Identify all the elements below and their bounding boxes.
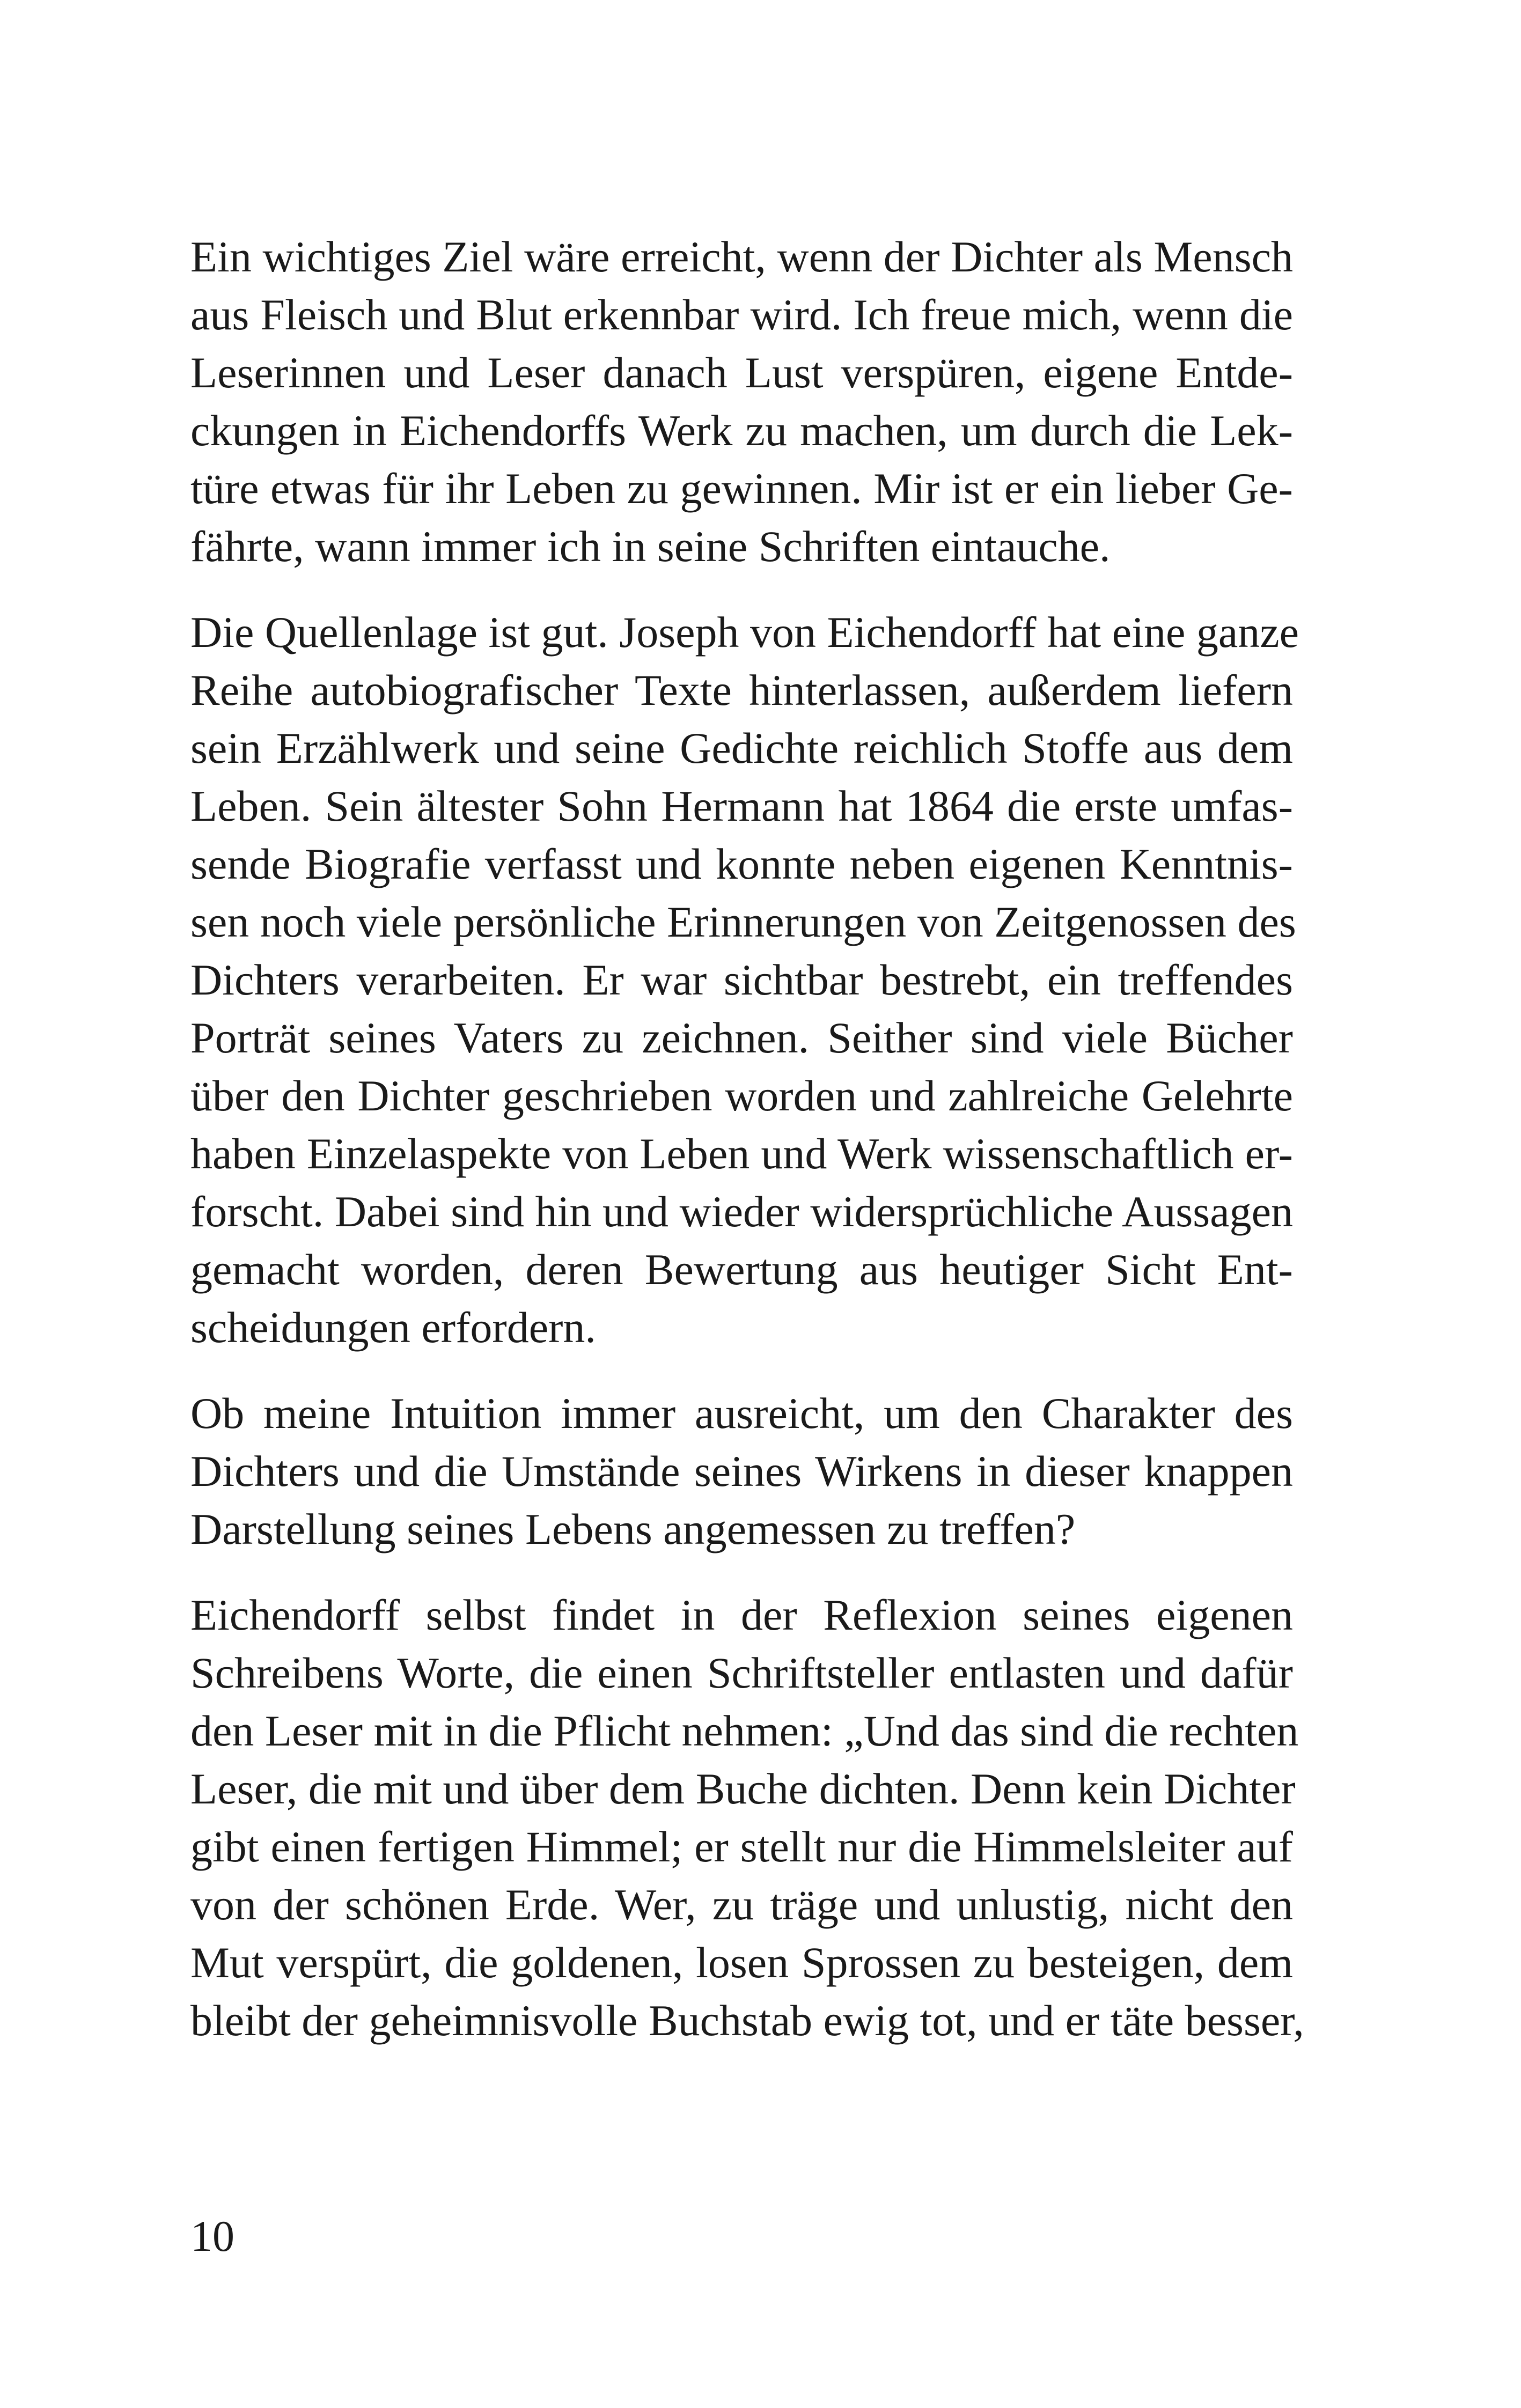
text-line: Dichters und die Umstände seines Wirkens in dieser knappen: [190, 1447, 1293, 1496]
text-line: Ein wichtiges Ziel wäre erreicht, wenn der Dichter als Mensch: [190, 232, 1293, 281]
text-line: Die Quellenlage ist gut. Joseph von Eichendorff hat eine ganze: [190, 608, 1299, 657]
text-line: Leser, die mit und über dem Buche dichten. Denn kein Dichter: [190, 1764, 1296, 1813]
text-line: sende Biografie verfasst und konnte neben eigenen Kenntnis-: [190, 840, 1293, 888]
body-text: [190, 228, 1304, 2078]
text-line: Darstellung seines Lebens angemessen zu treffen?: [190, 1505, 1076, 1553]
text-line: Ob meine Intuition immer ausreicht, um den Charakter des: [190, 1389, 1293, 1438]
text-line: sein Erzählwerk und seine Gedichte reichlich Stoffe aus dem: [190, 724, 1293, 772]
text-line: Porträt seines Vaters zu zeichnen. Seither sind viele Bücher: [190, 1013, 1293, 1062]
text-line: Reihe autobiografischer Texte hinterlassen, außerdem liefern: [190, 666, 1293, 715]
text-line: Dichters verarbeiten. Er war sichtbar bestrebt, ein treffendes: [190, 955, 1293, 1004]
text-line: von der schönen Erde. Wer, zu träge und unlustig, nicht den: [190, 1880, 1293, 1929]
text-line: gemacht worden, deren Bewertung aus heutiger Sicht Ent-: [190, 1245, 1293, 1294]
page-number: 10: [190, 2212, 234, 2260]
text-line: ckungen in Eichendorffs Werk zu machen, um durch die Lek-: [190, 406, 1293, 455]
paragraph-3: [190, 1385, 1293, 1558]
paragraph-1: [190, 228, 1293, 576]
text-line: scheidungen erfordern.: [190, 1303, 596, 1352]
text-line: fährte, wann immer ich in seine Schriften eintauche.: [190, 522, 1111, 571]
text-line: den Leser mit in die Pflicht nehmen: „Und das sind die rechten: [190, 1706, 1299, 1755]
text-line: Schreibens Worte, die einen Schriftsteller entlasten und dafür: [190, 1648, 1293, 1697]
text-line: Leben. Sein ältester Sohn Hermann hat 1864 die erste umfas-: [190, 782, 1293, 830]
text-line: sen noch viele persönliche Erinnerungen von Zeitgenossen des: [190, 897, 1296, 946]
text-line: aus Fleisch und Blut erkennbar wird. Ich freue mich, wenn die: [190, 290, 1293, 339]
paragraph-2: [190, 603, 1299, 1357]
text-line: türe etwas für ihr Leben zu gewinnen. Mir ist er ein lieber Ge-: [190, 464, 1293, 513]
paragraph-4: [190, 1586, 1304, 2050]
text-line: gibt einen fertigen Himmel; er stellt nur die Himmelsleiter auf: [190, 1822, 1293, 1871]
text-line: bleibt der geheimnisvolle Buchstab ewig tot, und er täte besser,: [190, 1996, 1304, 2045]
text-line: forscht. Dabei sind hin und wieder widersprüchliche Aussagen: [190, 1187, 1293, 1236]
text-line: Leserinnen und Leser danach Lust verspüren, eigene Entde-: [190, 348, 1293, 397]
text-line: haben Einzelaspekte von Leben und Werk wissenschaftlich er-: [190, 1129, 1293, 1178]
text-line: Eichendorff selbst findet in der Reflexion seines eigenen: [190, 1590, 1293, 1639]
text-line: Mut verspürt, die goldenen, losen Sprossen zu besteigen, dem: [190, 1938, 1293, 1987]
text-line: über den Dichter geschrieben worden und zahlreiche Gelehrte: [190, 1071, 1293, 1120]
